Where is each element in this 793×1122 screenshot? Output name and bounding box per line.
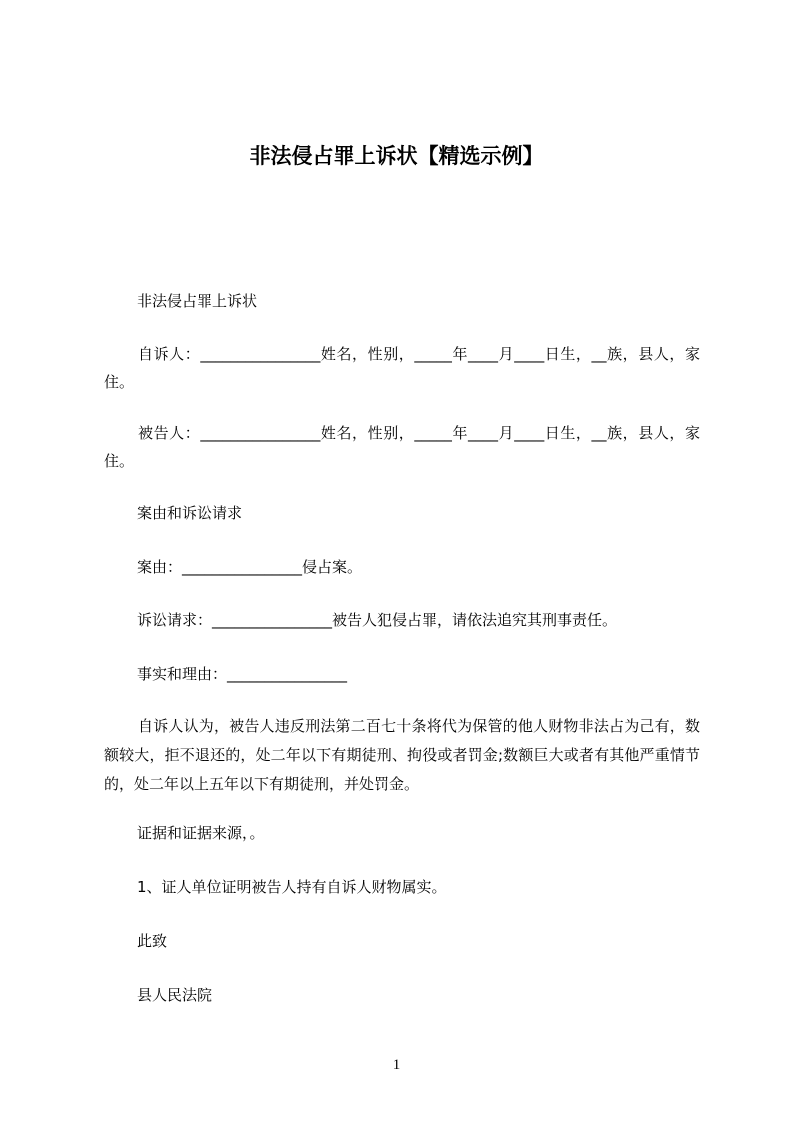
document-title: 非法侵占罪上诉状【精选示例】 bbox=[249, 144, 544, 168]
document-heading: 非法侵占罪上诉状 bbox=[137, 292, 258, 310]
facts-line: 事实和理由：________________ bbox=[137, 665, 348, 683]
case-cause-line: 案由：________________侵占案。 bbox=[137, 558, 363, 576]
case-section-heading: 案由和诉讼请求 bbox=[137, 504, 243, 522]
closing-line: 此致 bbox=[137, 932, 168, 950]
evidence-heading: 证据和证据来源，。 bbox=[137, 824, 265, 842]
court-line: 县人民法院 bbox=[137, 986, 213, 1004]
evidence-item: 1、证人单位证明被告人持有自诉人财物属实。 bbox=[137, 878, 447, 896]
page-number: 1 bbox=[392, 1057, 401, 1073]
plaintiff-paragraph: 自诉人：________________姓名，性别，_____年____月____日生，__族，县人，家住。 bbox=[104, 345, 700, 391]
argument-paragraph: 自诉人认为，被告人违反刑法第二百七十条将代为保管的他人财物非法占为己有，数额较大，拒不退还的，处二年以下有期徒刑、拘役或者罚金;数额巨大或者有其他严重情节的，处二年以上五年以下有期徒刑，并处罚金。 bbox=[104, 717, 700, 793]
defendant-paragraph: 被告人：________________姓名，性别，_____年____月____日生，__族，县人，家住。 bbox=[104, 424, 700, 470]
claim-line: 诉讼请求：________________被告人犯侵占罪，请依法追究其刑事责任。 bbox=[137, 611, 618, 629]
